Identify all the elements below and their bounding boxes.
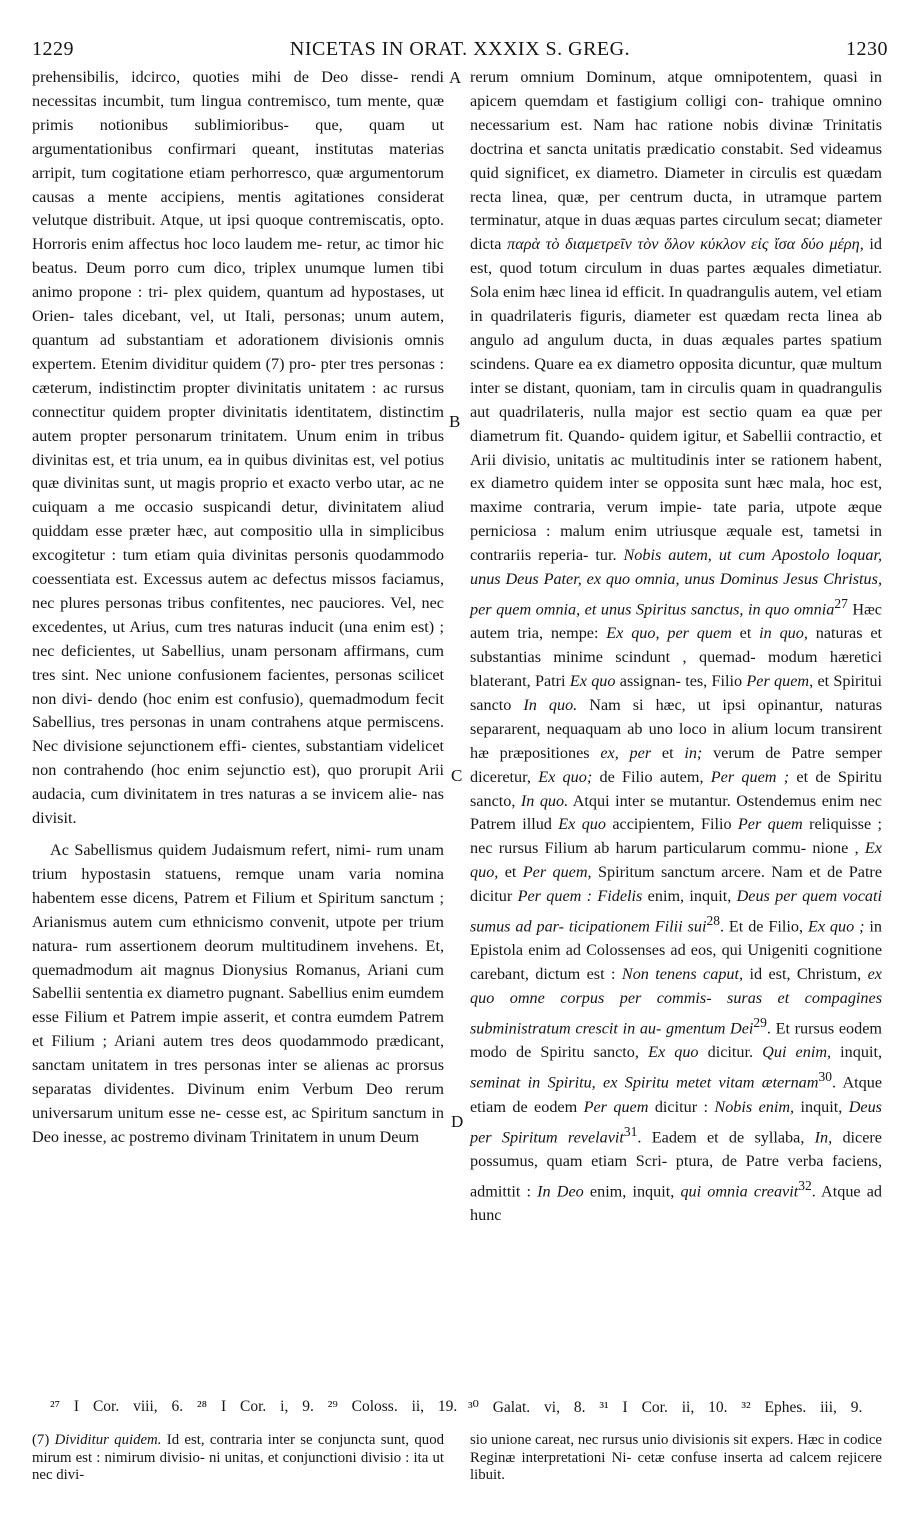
page-number-right: 1230 bbox=[846, 38, 888, 60]
editor-note-left: (7) Dividitur quidem. Id est, contraria inter se conjuncta sunt, quod mirum est : nimirum divisio- ni unitas, et conjunctioni divisio : ita ut nec divi- bbox=[32, 1432, 445, 1483]
section-marker-d: D bbox=[451, 1112, 464, 1131]
section-marker-a: A bbox=[449, 68, 462, 87]
footnote-references-left: ²⁷ I Cor. viii, 6. ²⁸ I Cor. i, 9. ²⁹ Coloss. ii, 19. bbox=[50, 1398, 458, 1415]
running-header bbox=[32, 38, 888, 68]
greek-phrase: παρὰ τὸ διαμετρεῖν τὸν ὅλον κύκλον εἰς ἴσα δύο μέρη bbox=[507, 235, 860, 254]
paragraph: Ac Sabellismus quidem Judaismum refert, nimi- rum unam trium hypostasin statuens, remque unam varia nomina habentem esse dicens, Patrem et Filium et Spiritum sanctum ; Arianismus autem cum ethnicismo convenit, utpote per trium natura- rum assertionem deorum multitudinem invehens. Et, quemadmodum ait magnus Dionysius Romanus, Ariani cum Sabellii sententia ex diametro pugnant. Sabellius enim eumdem esse Filium et Patrem impie asserit, et contra eumdem Patrem et Filium ; Ariani autem tres deos quodammodo prædicant, sanctam unitatem in tres personas inter se alienas ac prorsus separatas dividentes. Divinum enim Verbum Deo rerum universarum unitum esse ne- cesse est, ac Spiritum sanctum in Deo inesse, ac postremo divinam Trinitatem in unum Deum bbox=[32, 841, 444, 1146]
page-number-left: 1229 bbox=[32, 38, 74, 60]
editor-note-right: sio unione careat, nec rursus unio divisionis sit expers. Hæc in codice Reginæ interpretationi Ni- cetæ confuse inserta ad calcem rejicere libuit. bbox=[470, 1432, 882, 1483]
footnote-references-right: ³⁰ Galat. vi, 8. ³¹ I Cor. ii, 10. ³² Ephes. iii, 9. bbox=[468, 1399, 863, 1416]
section-marker-c: C bbox=[451, 766, 463, 785]
section-marker-b: B bbox=[449, 412, 461, 431]
running-title: NICETAS IN ORAT. XXXIX S. GREG. bbox=[289, 38, 631, 60]
left-text-column bbox=[32, 66, 444, 1150]
right-text-column bbox=[470, 66, 882, 1228]
paragraph: rerum omnium Dominum, atque omnipotentem, quasi in apicem quemdam et fastigium colligi con- trahique omnino necessarium est. Nam hac ratione nobis divinæ Trinitatis doctrina et sancta unitatis prædicatio constabit. Sed videamus quid significet, ex diametro. Diameter in circulis est quædam recta linea, quæ, per centrum ducta, in utramque partem terminatur, atque in duas æquas partes circulum secat; diameter dicta παρὰ τὸ διαμετρεῖν τὸν ὅλον κύκλον εἰς ἴσα δύο μέρη, id est, quod totum circulum in duas partes æquales dimetiatur. Sola enim hæc linea id efficit. In quadrangulis autem, vel etiam in quadrilateris figuris, diameter est quædam recta linea ab angulo ad angulum ducta, in duas æquales partes spatium scindens. Quare ea ex diametro opposita dicuntur, quæ multum inter se distant, quoniam, tam in circulis quam in quadrangulis aut quadrilateris, nulla major est sectio quam ea quæ per diametrum fit. Quando- quidem igitur, et Sabellii contractio, et Arii divisio, unitatis ac multitudinis inter se rationem habent, ex diametro quidem inter se opposita sunt hæc mala, hoc est, maxime contraria, verum impie- tate paria, utpote æque perniciosa : malum enim utriusque æquale est, tametsi in contrariis reperia- tur. Nobis autem, ut cum Apostolo loquar, unus Deus Pater, ex quo omnia, unus Dominus Jesus Christus, per quem omnia, et unus Spiritus sanctus, in quo omnia$^{27}$ Hæc autem tria, nempe: Ex quo, per quem et in quo, naturas et substantias minime scindunt , quemad- modum hæretici blaterant, Patri Ex quo assignan- tes, Filio Per quem, et Spiritui sancto In quo. Nam si hæc, ut ipsi opinantur, naturas separarent, nequaquam ab uno loco in alium locum transirent hæ præpositiones ex, per et in; verum de Patre semper diceretur, Ex quo; de Filio autem, Per quem ; et de Spiritu sancto, In quo. Atqui inter se mutantur. Ostendemus enim nec Patrem illud Ex quo accipientem, Filio Per quem reliquisse ; nec rursus Filium ab harum particularum commu- nione , Ex quo, et Per quem, Spiritum sanctum arcere. Nam et de Patre dicitur Per quem : Fidelis enim, inquit, Deus per quem vocati sumus ad par- ticipationem Filii sui$^{28}$. Et de Filio, Ex quo ; in Epistola enim ad Colossenses ad eos, qui Unigeniti cognitione carebant, dictum est : Non tenens caput, id est, Christum, ex quo omne corpus per commis- suras et compagines subministratum crescit in au- gmentum Dei$^{29}$. Et rursus eodem modo de Spiritu sancto, Ex quo dicitur. Qui enim, inquit, seminat in Spiritu, ex Spiritu metet vitam æternam$^{30}$. Atque etiam de eodem Per quem dicitur : Nobis enim, inquit, Deus per Spiritum revelavit$^{31}$. Eadem et de syllaba, In, dicere possumus, quam etiam Scri- ptura, de Patre verba faciens, admittit : In Deo enim, inquit, qui omnia creavit$^{32}$. Atque ad hunc bbox=[470, 68, 883, 1225]
paragraph: prehensibilis, idcirco, quoties mihi de Deo disse- rendi necessitas incumbit, tum lingua contremisco, tum mente, quæ primis notionibus sublimioribus- que, quam ut argumentationibus confirmari queant, institutas materias arripit, tum cogitatione etiam perhorresco, quæ argumentorum causas a mente accipiens, mentis agitationes considerat velutque distribuit. Atque, ut ipsi quoque contremiscatis, opto. Horroris enim affectus hoc loco laudem me- retur, ac timor hic beatus. Deum porro cum dico, triplex unumque lumen tibi animo propone : tri- plex quidem, quantum ad hypostases, ut Orien- tales dicebant, vel, ut Itali, personas; unum autem, quantum ad substantiam et adorationem divisionis omnis expertem. Etenim dividitur quidem (7) pro- pter tres personas : cæterum, indistinctim propter divinitatis unitatem : ac rursus connectitur quidem propter divinitatis identitatem, distinctim autem propter personarum trinitatem. Unum enim in tribus divinitas est, et tria unum, ea in quibus divinitas est, vel potius quæ divinitas sunt, ut magis proprio et exacto verbo utar, ac ne cuiquam a me occasio suspicandi detur, divinitatem aliud quiddam esse præter hæc, aut compositio ulla in simplicibus excogitetur : tum etiam quia divinitas personis quodammodo coessentiata est. Excessus autem ac defectus missos faciamus, nec plures personas tribus confitentes, nec pauciores. Vel, nec excedentes, ut Arius, cum tres naturas inducit (una enim est) ; nec deficientes, ut Sabellius, unam personam affirmans, cum tres sint. Nec unione confusionem facientes, personas scilicet non divi- dendo (hoc enim est confusio), quemadmodum fecit Sabellius, tres personas in unam contrahens atque permiscens. Nec divisione sejunctionem effi- cientes, substantiam videlicet non contrahendo (hoc enim sejunctio est), quo prorupit Arii audacia, cum divinitatem in tres naturas a se invicem alie- nas divisit. bbox=[32, 68, 444, 828]
